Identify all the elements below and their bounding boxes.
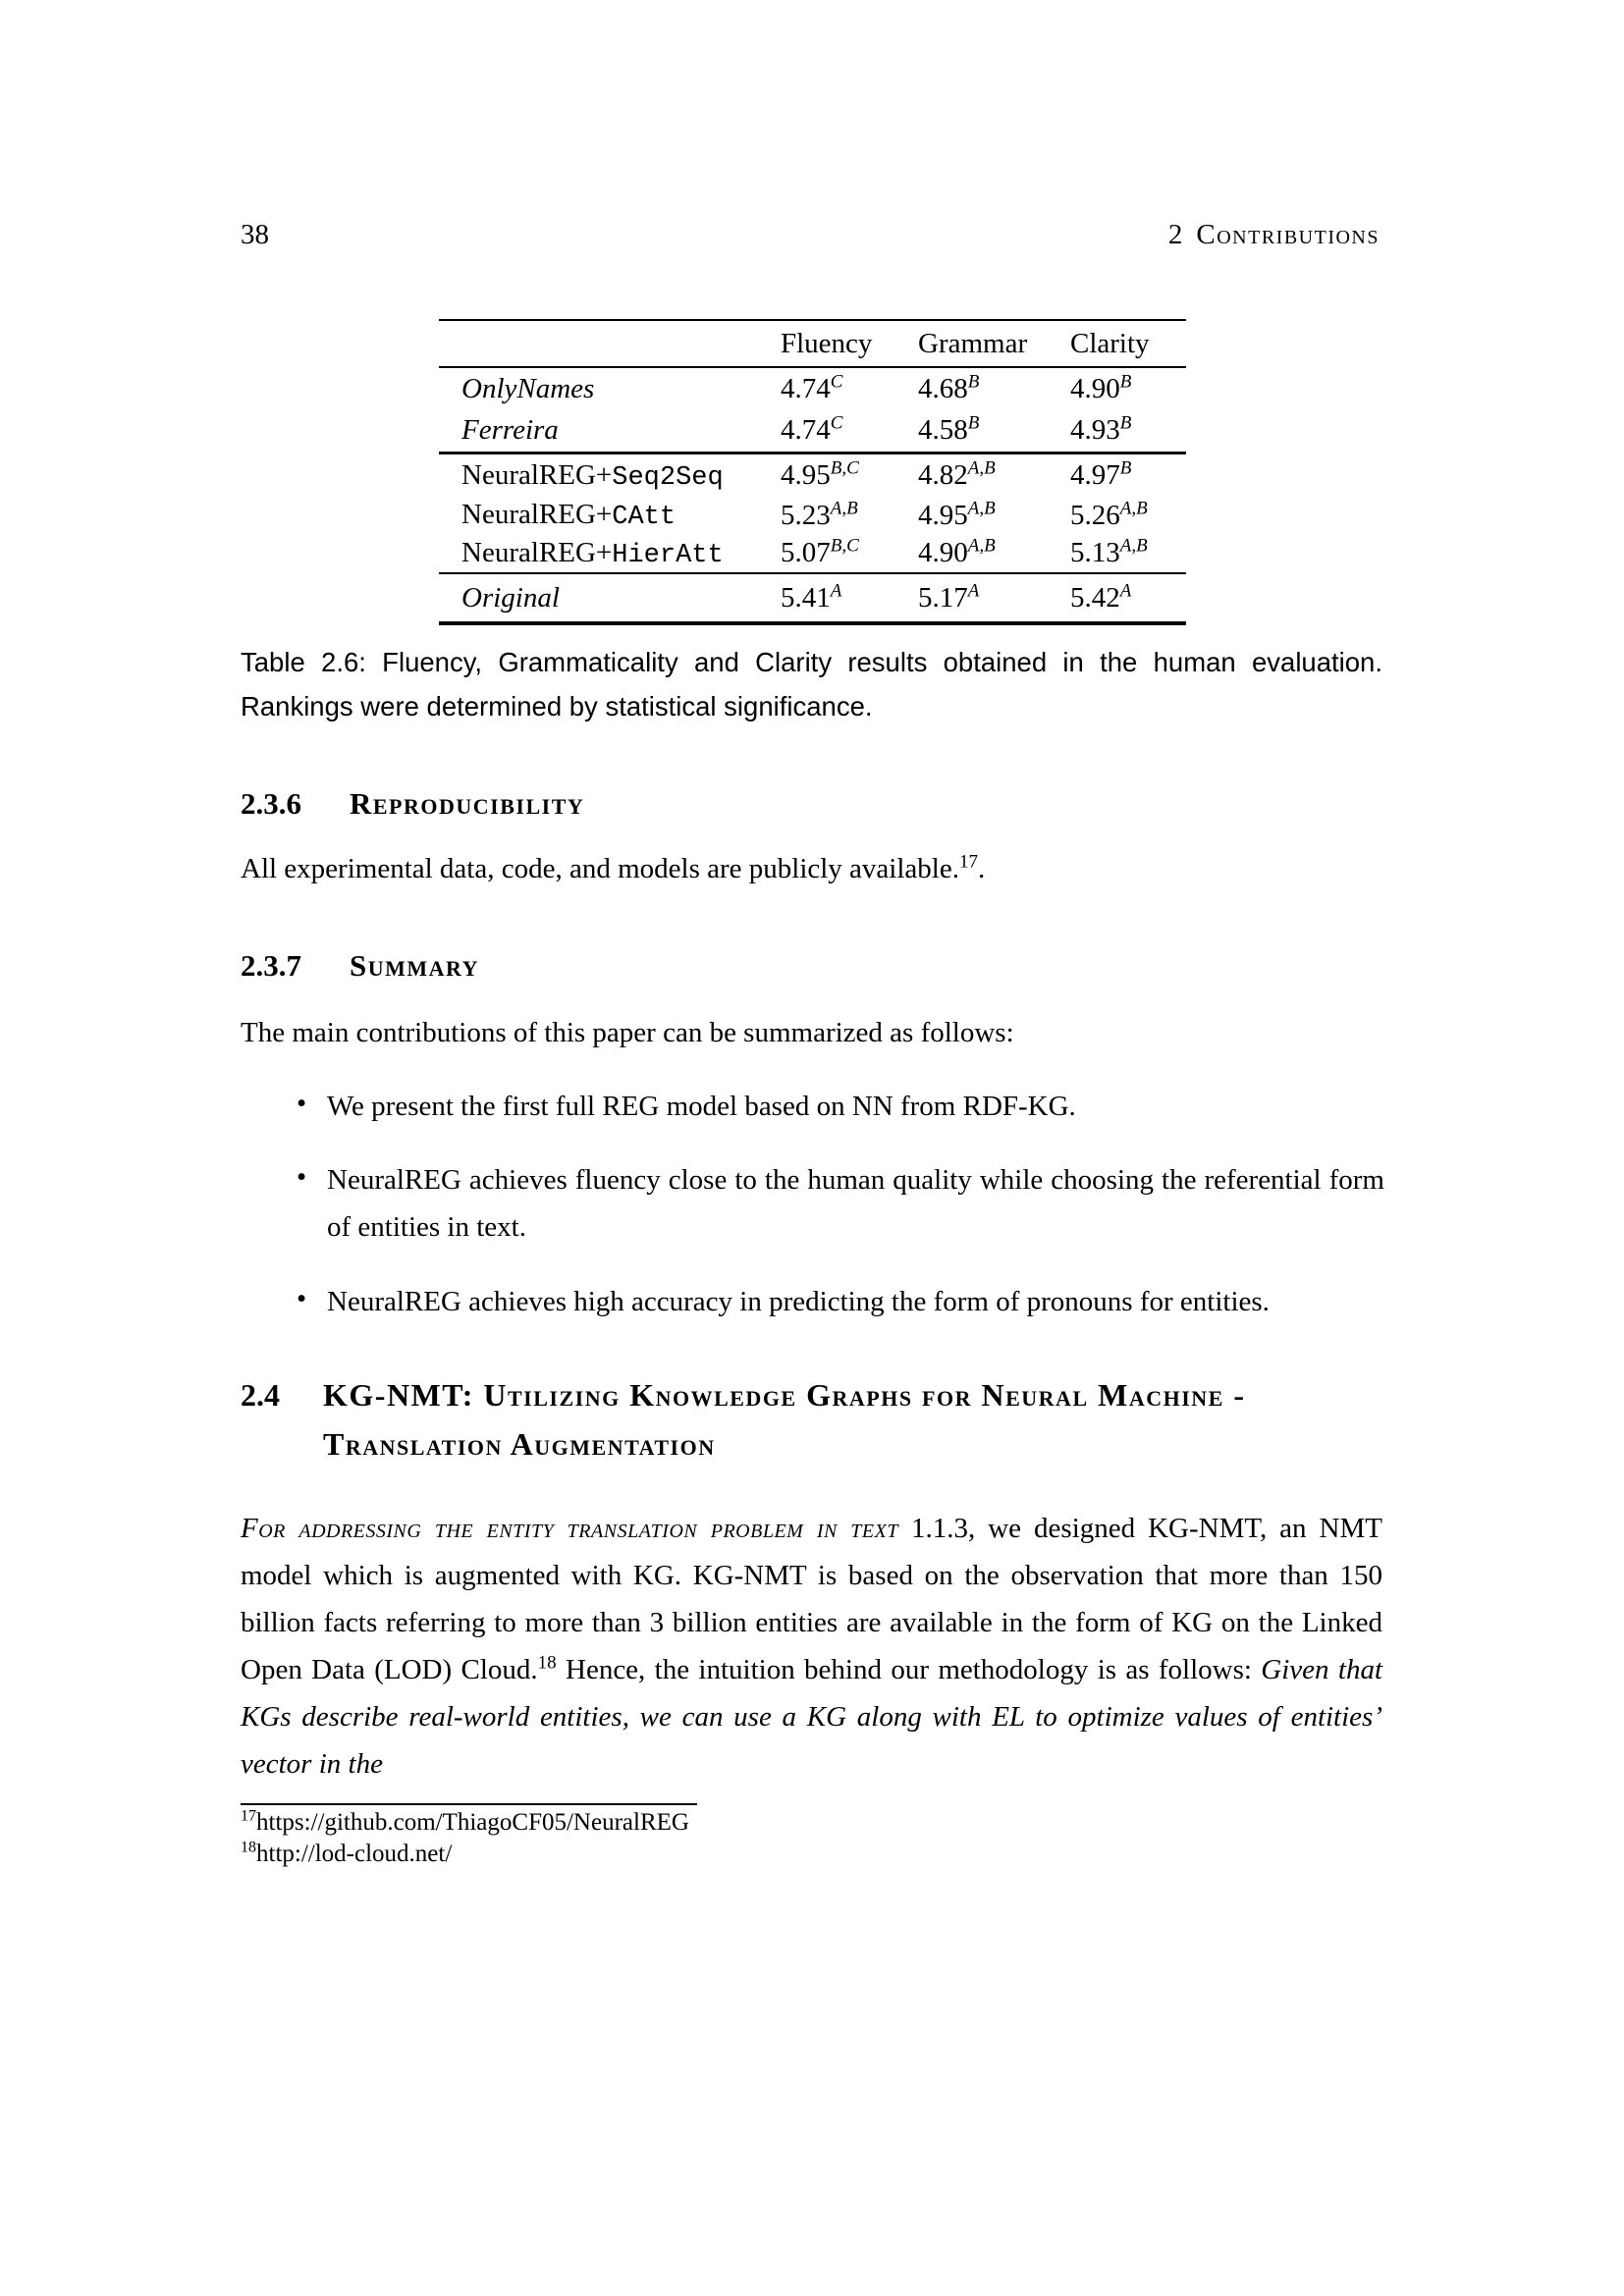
col-header-grammar: Grammar xyxy=(918,327,1028,359)
row-label: NeuralREG+ xyxy=(461,458,613,491)
running-header xyxy=(241,218,1380,251)
table-caption: Table 2.6: Fluency, Grammaticality and Clarity results obtained in the human evaluation. Rankings were determined by statistical significance. xyxy=(241,647,1382,721)
paragraph-summary-intro: The main contributions of this paper can be summarized as follows: xyxy=(241,1017,1014,1048)
section-number: 2.3.7 xyxy=(241,948,301,983)
chapter-title: Contributions xyxy=(1196,219,1380,250)
section-title-line1: KG-NMT: Utilizing Knowledge Graphs for Neural Machine - xyxy=(323,1377,1246,1413)
list-item: • We present the first full REG model based on NN from RDF-KG. xyxy=(295,1083,1384,1130)
lead-phrase: For addressing the entity translation problem in text xyxy=(241,1513,898,1544)
row-label-mono: CAtt xyxy=(612,503,677,532)
bullet-icon: • xyxy=(297,1283,307,1314)
table-row: NeuralREG+HierAtt $5.07^{B,C}$ $4.90^{A,B}$ $5.13^{A,B}$ xyxy=(461,535,1148,570)
table-header-row xyxy=(439,321,1186,366)
row-label-mono: HierAtt xyxy=(612,540,724,570)
footnote-number: 17 xyxy=(241,1807,256,1825)
paragraph-reproducibility: All experimental data, code, and models are publicly available.$^{17}$. xyxy=(241,851,986,884)
list-item: • NeuralREG achieves fluency close to the human quality while choosing the referential form of entities in text. xyxy=(295,1156,1384,1251)
row-label: Ferreira xyxy=(461,414,559,446)
col-header-fluency: Fluency xyxy=(781,327,873,359)
list-item: • NeuralREG achieves high accuracy in predicting the form of pronouns for entities. xyxy=(295,1278,1384,1325)
chapter-header xyxy=(1168,218,1380,251)
footnote-link[interactable]: http://lod-cloud.net/ xyxy=(256,1841,453,1867)
chapter-number: 2 xyxy=(1167,219,1183,250)
section-number: 2.3.6 xyxy=(241,786,301,821)
table-row: OnlyNames $4.74^C$ $4.68^B$ $4.90^B$ xyxy=(461,370,1132,404)
col-header-clarity: Clarity xyxy=(1070,327,1150,359)
section-title: Reproducibility xyxy=(350,786,585,821)
footnote-link[interactable]: https://github.com/ThiagoCF05/NeuralREG xyxy=(256,1809,689,1836)
page-number: 38 xyxy=(241,219,269,250)
italic-phrase: Given that KGs describe real-world entities, we can use a KG along with EL to optimize values of entities’ vector in the xyxy=(241,1654,1382,1780)
bullet-icon: • xyxy=(297,1161,307,1193)
footnote-number: 18 xyxy=(241,1839,256,1856)
section-title: Summary xyxy=(350,948,480,983)
table-row: NeuralREG+CAtt $5.23^{A,B}$ $4.95^{A,B}$ $5.26^{A,B}$ xyxy=(461,497,1148,532)
section-heading-2-3-7 xyxy=(241,948,479,984)
paragraph-kgnmt: For addressing the entity translation problem in text 1.1.3, we designed KG-NMT, an NMT model which is augmented with KG. KG-NMT is based on the observation that more than 150 billion facts referring to more than 3 billion entities are available in the form of KG on the Linked Open Data (LOD) Cloud.$^{18}$ Hence, the intuition behind our methodology is as follows: Given that KGs describe real-world entities, we can use a KG along with EL to optimize values of entities’ vector in the xyxy=(241,1513,1382,1780)
row-label: NeuralREG+ xyxy=(461,499,613,530)
section-number: 2.4 xyxy=(241,1377,280,1413)
row-label: OnlyNames xyxy=(461,372,595,404)
section-heading-2-3-6 xyxy=(241,786,584,822)
section-heading-2-4 xyxy=(241,1370,1245,1468)
footnote-marker-17[interactable]: 17 xyxy=(958,851,978,873)
results-table xyxy=(439,319,1186,625)
table-row: NeuralREG+Seq2Seq $4.95^{B,C}$ $4.82^{A,B}$ $4.97^B$ xyxy=(461,457,1132,493)
row-label-mono: Seq2Seq xyxy=(612,462,724,493)
row-label: NeuralREG+ xyxy=(461,536,613,568)
table-bottom-rule xyxy=(439,621,1186,625)
bullet-icon: • xyxy=(297,1088,307,1119)
row-label: Original xyxy=(461,581,560,614)
footnote-marker-18[interactable]: 18 xyxy=(537,1652,557,1674)
footnote-rule xyxy=(241,1803,697,1805)
table-row: Ferreira $4.74^C$ $4.58^B$ $4.93^B$ xyxy=(461,412,1132,446)
section-title-line2: Translation Augmentation xyxy=(323,1426,716,1462)
footnote-18 xyxy=(241,1839,452,1870)
footnote-17 xyxy=(241,1807,689,1839)
table-row: Original $5.41^A$ $5.17^A$ $5.42^A$ xyxy=(461,579,1132,614)
